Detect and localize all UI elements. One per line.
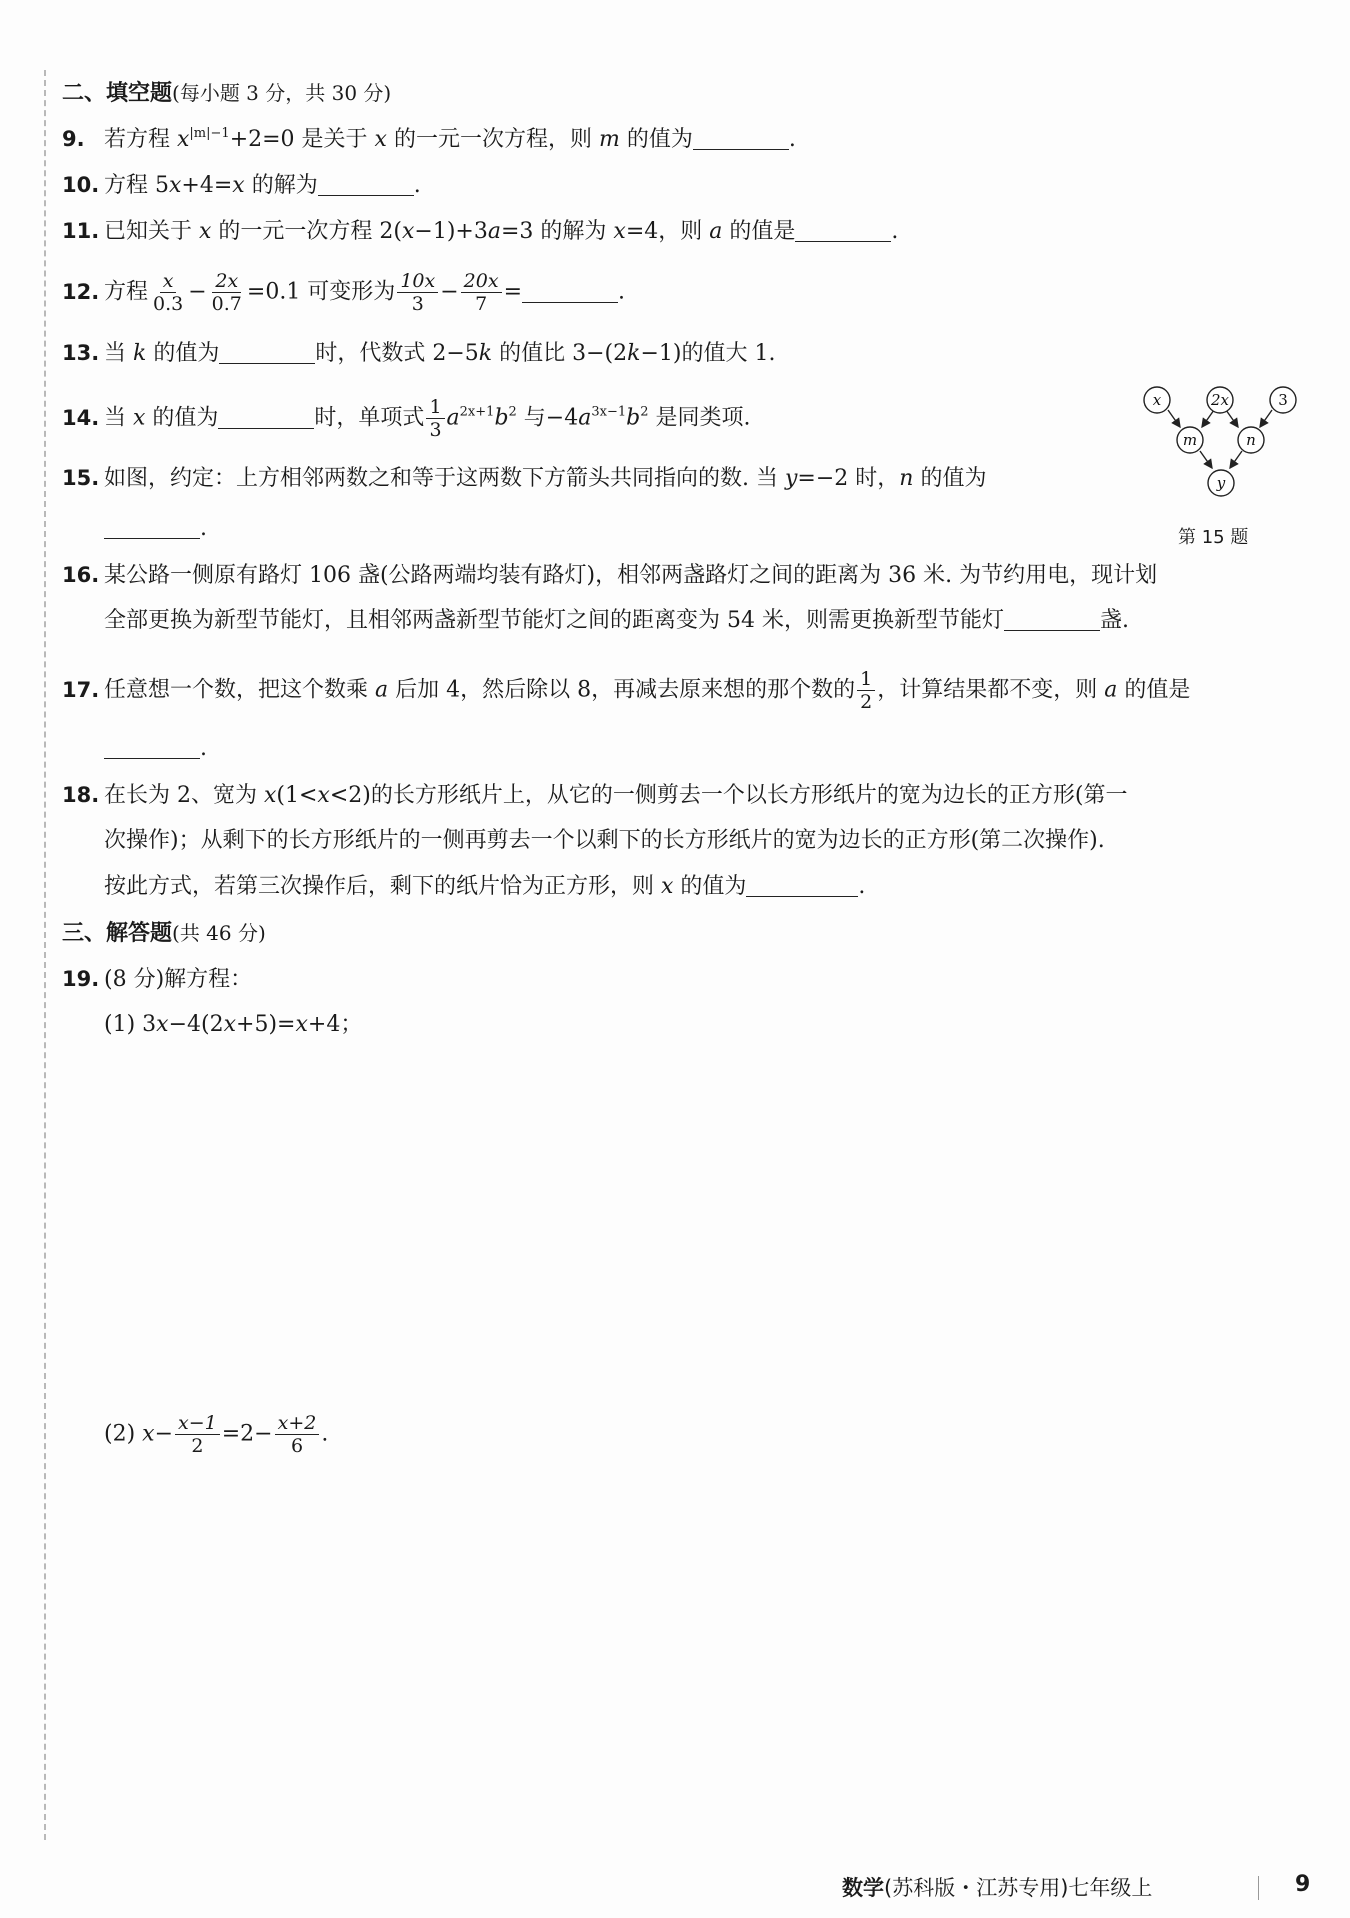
question-14: 14. 当 x 的值为 时，单项式 $\frac{1}{3}$ $a^{2x+1}b^2$ 与$-4a^{3x-1}b^2$ 是同类项.: [62, 396, 751, 441]
answer-blank[interactable]: [219, 341, 315, 364]
node-label: m: [1182, 431, 1198, 449]
question-15: 15. 如图，约定：上方相邻两数之和等于这两数下方箭头共同指向的数. 当 y=−2 时，n 的值为: [62, 466, 987, 491]
question-17: 17. 任意想一个数，把这个数乘 a 后加 4，然后除以 8，再减去原来想的那个数的 $\frac{1}{2}$ ，计算结果都不变，则 a 的值是: [62, 668, 1191, 713]
arrow: [1202, 410, 1214, 427]
question-16-line-2: 全部更换为新型节能灯，且相邻两盏新型节能灯之间的距离变为 54 米，则需更换新型节能灯 盏.: [104, 608, 1129, 633]
question-11: 11. 已知关于 x 的一元一次方程 2(x−1)+3a=3 的解为 x=4，则 a 的值是 .: [62, 219, 899, 244]
question-19-part-2: (2) x− $\frac{x-1}{2}$ =2− $\frac{x+2}{6}$ .: [104, 1412, 329, 1457]
fraction: $\frac{10x}{3}$: [397, 270, 438, 315]
fraction: $\frac{x-1}{2}$: [175, 1412, 220, 1457]
figure-15-caption: 第 15 题: [1178, 527, 1249, 548]
question-18: 18. 在长为 2、宽为 x(1<x<2)的长方形纸片上，从它的一侧剪去一个以长方形纸片的宽为边长的正方形(第一: [62, 783, 1128, 808]
node-label: 2x: [1210, 391, 1230, 409]
question-12: 12. 方程 $\frac{x}{0.3}$ − $\frac{2x}{0.7}$ =0.1 可变形为 $\frac{10x}{3}$ − $\frac{20x}{7}$ = .: [62, 270, 625, 315]
footer-divider: [1258, 1876, 1259, 1900]
answer-blank[interactable]: [693, 127, 789, 150]
section-2-heading: 二、填空题(每小题 3 分，共 30 分): [62, 81, 392, 106]
answer-blank[interactable]: [104, 516, 200, 539]
arrow: [1226, 410, 1238, 427]
question-10: 10. 方程 5x+4=x 的解为 .: [62, 173, 421, 198]
answer-blank[interactable]: [522, 280, 618, 303]
page-number: 9: [1295, 1872, 1311, 1897]
arrow: [1260, 410, 1272, 427]
figure-15-diagram: [1140, 385, 1310, 510]
node-label: n: [1246, 431, 1256, 449]
question-19-part-1: (1) 3x−4(2x+5)=x+4；: [104, 1012, 363, 1037]
question-16: 16. 某公路一侧原有路灯 106 盏(公路两端均装有路灯)，相邻两盏路灯之间的距离为 36 米. 为节约用电，现计划: [62, 563, 1158, 588]
fraction: $\frac{1}{2}$: [857, 668, 875, 713]
answer-blank[interactable]: [795, 219, 891, 242]
arrow: [1168, 410, 1180, 427]
fraction: $\frac{1}{3}$: [426, 396, 444, 441]
answer-blank[interactable]: [104, 736, 200, 759]
footer-book-title: 数学(苏科版・江苏专用)七年级上: [842, 1876, 1153, 1900]
answer-blank[interactable]: [746, 874, 858, 897]
arrow: [1200, 451, 1212, 468]
section-3-heading: 三、解答题(共 46 分): [62, 921, 266, 946]
question-9: 9. 若方程 $x^{|m|-1}+2=0$ 是关于 x 的一元一次方程，则 m 的值为 .: [62, 126, 796, 152]
fraction: $\frac{x}{0.3}$: [153, 270, 184, 315]
question-18-line-3: 按此方式，若第三次操作后，剩下的纸片恰为正方形，则 x 的值为 .: [104, 874, 866, 899]
question-15-answer-line: .: [104, 514, 207, 544]
fraction: $\frac{2x}{0.7}$: [211, 270, 242, 315]
fraction: $\frac{x+2}{6}$: [275, 1412, 320, 1457]
arrow: [1230, 451, 1242, 468]
node-label: 3: [1278, 391, 1288, 409]
answer-blank[interactable]: [1004, 608, 1100, 631]
question-13: 13. 当 k 的值为 时，代数式 2−5k 的值比 3−(2k−1)的值大 1.: [62, 341, 776, 366]
node-label: y: [1216, 474, 1226, 492]
question-18-line-2: 次操作)；从剩下的长方形纸片的一侧再剪去一个以剩下的长方形纸片的宽为边长的正方形(第二次操作).: [104, 828, 1105, 853]
node-label: x: [1152, 391, 1162, 409]
binding-margin-line: [44, 70, 46, 1840]
fraction: $\frac{20x}{7}$: [461, 270, 502, 315]
question-17-answer-line: .: [104, 734, 207, 764]
answer-blank[interactable]: [218, 406, 314, 429]
question-19: 19. (8 分)解方程：: [62, 967, 253, 992]
answer-blank[interactable]: [318, 173, 414, 196]
